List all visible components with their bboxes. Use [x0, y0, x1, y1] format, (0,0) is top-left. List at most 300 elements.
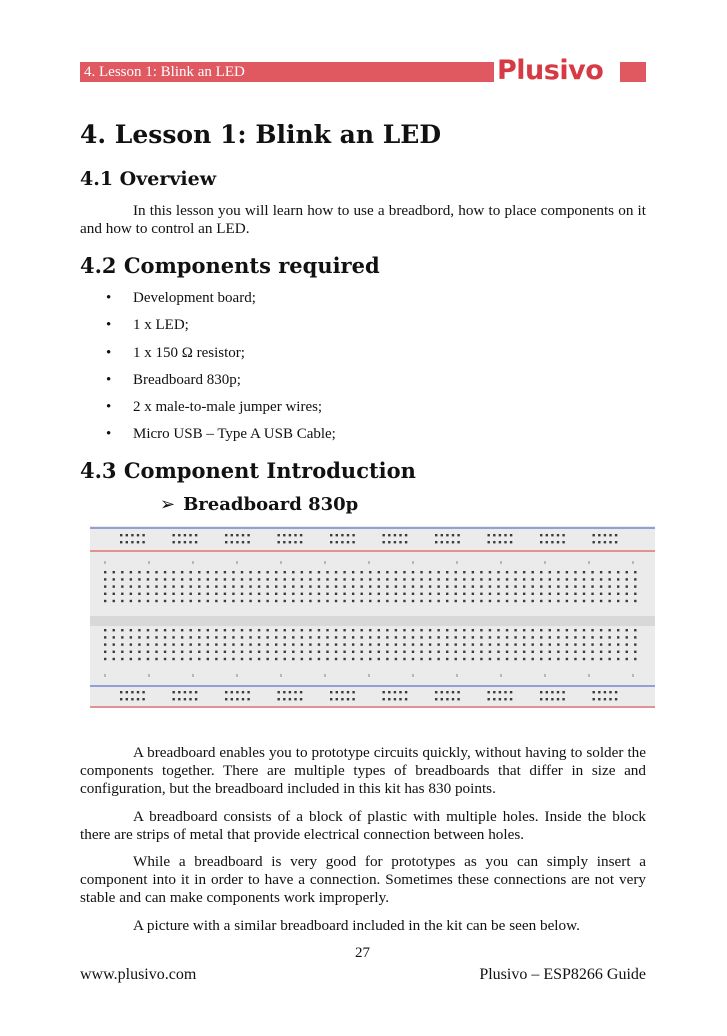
terminal-hole [437, 629, 439, 631]
terminal-hole [489, 571, 491, 573]
terminal-hole [275, 600, 277, 602]
terminal-hole [147, 636, 149, 638]
rail-hole [493, 541, 495, 543]
terminal-hole [190, 571, 192, 573]
terminal-hole [626, 629, 628, 631]
terminal-hole [378, 658, 380, 660]
terminal-hole [395, 593, 397, 595]
terminal-hole [378, 651, 380, 653]
terminal-hole [318, 571, 320, 573]
terminal-hole [190, 658, 192, 660]
terminal-hole [275, 658, 277, 660]
terminal-hole [284, 571, 286, 573]
terminal-hole [343, 651, 345, 653]
terminal-hole [463, 593, 465, 595]
terminal-hole [113, 578, 115, 580]
column-marker [588, 561, 590, 564]
terminal-hole [215, 658, 217, 660]
terminal-hole [224, 636, 226, 638]
rail-hole [236, 534, 238, 536]
rail-hole [336, 534, 338, 536]
rail-hole [131, 534, 133, 536]
terminal-hole [292, 636, 294, 638]
rail-hole [457, 691, 459, 693]
rail-hole [247, 698, 249, 700]
rail-hole [195, 698, 197, 700]
terminal-hole [249, 658, 251, 660]
terminal-hole [506, 651, 508, 653]
terminal-hole [600, 629, 602, 631]
terminal-hole [232, 585, 234, 587]
rail-hole [488, 691, 490, 693]
terminal-hole [600, 585, 602, 587]
rail-hole [399, 534, 401, 536]
terminal-hole [523, 651, 525, 653]
terminal-hole [523, 593, 525, 595]
terminal-hole [326, 658, 328, 660]
terminal-hole [617, 593, 619, 595]
terminal-hole [378, 600, 380, 602]
rail-hole [330, 534, 332, 536]
rail-hole [615, 691, 617, 693]
terminal-hole [446, 629, 448, 631]
terminal-hole [138, 651, 140, 653]
terminal-hole [292, 578, 294, 580]
terminal-hole [215, 578, 217, 580]
rail-hole [615, 698, 617, 700]
rail-hole [562, 534, 564, 536]
rail-hole [247, 691, 249, 693]
terminal-hole [420, 571, 422, 573]
terminal-hole [241, 651, 243, 653]
terminal-hole [420, 636, 422, 638]
terminal-hole [429, 651, 431, 653]
terminal-hole [207, 651, 209, 653]
terminal-hole [275, 571, 277, 573]
terminal-hole [164, 658, 166, 660]
terminal-hole [480, 658, 482, 660]
rail-hole [341, 534, 343, 536]
terminal-hole [104, 593, 106, 595]
terminal-hole [335, 643, 337, 645]
terminal-hole [232, 593, 234, 595]
terminal-hole [455, 629, 457, 631]
terminal-hole [309, 571, 311, 573]
terminal-hole [557, 636, 559, 638]
column-marker [500, 561, 502, 564]
terminal-hole [326, 578, 328, 580]
terminal-hole [549, 629, 551, 631]
terminal-hole [463, 658, 465, 660]
terminal-hole [275, 585, 277, 587]
rail-hole [598, 534, 600, 536]
terminal-hole [318, 658, 320, 660]
rail-hole [137, 534, 139, 536]
rail-hole [294, 698, 296, 700]
rail-hole [142, 534, 144, 536]
terminal-hole [532, 643, 534, 645]
rail-hole [231, 691, 233, 693]
terminal-hole [463, 585, 465, 587]
rail-hole [120, 698, 122, 700]
terminal-hole [113, 651, 115, 653]
terminal-hole [514, 629, 516, 631]
terminal-hole [104, 585, 106, 587]
terminal-hole [480, 593, 482, 595]
terminal-hole [343, 585, 345, 587]
terminal-hole [198, 651, 200, 653]
rail-hole [604, 691, 606, 693]
terminal-hole [284, 600, 286, 602]
overview-paragraph: In this lesson you will learn how to use a breadbord, how to place components on it and how to control an LED. [80, 202, 646, 237]
terminal-hole [489, 629, 491, 631]
terminal-hole [378, 571, 380, 573]
rail-hole [504, 534, 506, 536]
terminal-hole [361, 636, 363, 638]
terminal-hole [566, 585, 568, 587]
terminal-hole [583, 571, 585, 573]
terminal-hole [489, 600, 491, 602]
terminal-hole [617, 629, 619, 631]
terminal-hole [583, 658, 585, 660]
rail-hole [347, 698, 349, 700]
rail-hole [383, 541, 385, 543]
terminal-hole [232, 643, 234, 645]
terminal-hole [215, 593, 217, 595]
terminal-hole [574, 578, 576, 580]
terminal-hole [395, 643, 397, 645]
rail-hole [540, 698, 542, 700]
terminal-hole [429, 658, 431, 660]
terminal-hole [147, 585, 149, 587]
column-marker [412, 561, 414, 564]
rail-hole [615, 534, 617, 536]
terminal-hole [506, 658, 508, 660]
terminal-hole [420, 651, 422, 653]
rail-hole [394, 534, 396, 536]
terminal-hole [147, 593, 149, 595]
terminal-hole [514, 600, 516, 602]
terminal-hole [566, 636, 568, 638]
terminal-hole [335, 600, 337, 602]
terminal-hole [258, 636, 260, 638]
terminal-hole [172, 578, 174, 580]
terminal-hole [497, 636, 499, 638]
rail-hole [173, 698, 175, 700]
terminal-hole [549, 593, 551, 595]
terminal-hole [437, 600, 439, 602]
terminal-hole [583, 600, 585, 602]
terminal-hole [472, 643, 474, 645]
terminal-hole [121, 571, 123, 573]
terminal-hole [395, 636, 397, 638]
terminal-hole [378, 578, 380, 580]
rail-hole [510, 541, 512, 543]
terminal-hole [497, 593, 499, 595]
rail-hole [615, 541, 617, 543]
terminal-hole [437, 651, 439, 653]
intro-paragraph-2: A breadboard consists of a block of plastic with multiple holes. Inside the block there are strips of metal that provide electrical connection between holes. [80, 808, 646, 843]
terminal-hole [566, 629, 568, 631]
terminal-hole [463, 643, 465, 645]
terminal-hole [301, 636, 303, 638]
rail-hole [399, 541, 401, 543]
terminal-hole [369, 571, 371, 573]
rail-hole [189, 541, 191, 543]
terminal-hole [489, 651, 491, 653]
terminal-hole [309, 651, 311, 653]
rail-hole [300, 541, 302, 543]
rail-hole [131, 541, 133, 543]
terminal-hole [591, 629, 593, 631]
terminal-hole [369, 643, 371, 645]
terminal-hole [258, 571, 260, 573]
terminal-hole [429, 636, 431, 638]
terminal-hole [352, 658, 354, 660]
terminal-hole [343, 636, 345, 638]
terminal-hole [549, 578, 551, 580]
terminal-hole [378, 593, 380, 595]
terminal-hole [155, 643, 157, 645]
column-marker [456, 674, 458, 677]
terminal-hole [181, 585, 183, 587]
rail-hole [499, 534, 501, 536]
terminal-hole [284, 658, 286, 660]
rail-hole [488, 534, 490, 536]
rail-hole [126, 698, 128, 700]
terminal-hole [352, 643, 354, 645]
terminal-hole [540, 585, 542, 587]
terminal-hole [232, 571, 234, 573]
rail-hole [225, 534, 227, 536]
column-marker [368, 561, 370, 564]
terminal-hole [266, 600, 268, 602]
terminal-hole [258, 651, 260, 653]
rail-hole [457, 541, 459, 543]
terminal-hole [557, 651, 559, 653]
column-marker [236, 561, 238, 564]
terminal-hole [309, 658, 311, 660]
column-marker [324, 674, 326, 677]
terminal-hole [574, 651, 576, 653]
terminal-hole [412, 629, 414, 631]
terminal-hole [198, 593, 200, 595]
terminal-hole [352, 629, 354, 631]
terminal-hole [455, 578, 457, 580]
rail-hole [178, 691, 180, 693]
terminal-hole [386, 593, 388, 595]
terminal-hole [343, 629, 345, 631]
terminal-hole [292, 600, 294, 602]
list-item: • 1 x LED; [106, 317, 189, 334]
terminal-hole [249, 585, 251, 587]
rail-hole [504, 541, 506, 543]
terminal-hole [463, 600, 465, 602]
terminal-hole [608, 643, 610, 645]
terminal-hole [343, 643, 345, 645]
terminal-hole [591, 658, 593, 660]
column-marker [544, 561, 546, 564]
terminal-hole [232, 651, 234, 653]
terminal-hole [480, 578, 482, 580]
rail-hole [189, 698, 191, 700]
column-marker [280, 674, 282, 677]
terminal-hole [215, 629, 217, 631]
terminal-hole [489, 593, 491, 595]
terminal-hole [164, 629, 166, 631]
terminal-hole [130, 578, 132, 580]
terminal-hole [164, 571, 166, 573]
terminal-hole [386, 571, 388, 573]
terminal-hole [284, 636, 286, 638]
terminal-hole [497, 643, 499, 645]
rail-hole [242, 534, 244, 536]
terminal-hole [532, 585, 534, 587]
terminal-hole [532, 658, 534, 660]
terminal-hole [608, 658, 610, 660]
terminal-hole [506, 585, 508, 587]
terminal-hole [540, 658, 542, 660]
terminal-hole [292, 643, 294, 645]
terminal-hole [395, 629, 397, 631]
terminal-hole [343, 593, 345, 595]
rail-hole [294, 691, 296, 693]
terminal-hole [566, 578, 568, 580]
rail-hole [399, 698, 401, 700]
terminal-hole [224, 585, 226, 587]
terminal-hole [403, 643, 405, 645]
terminal-hole [361, 585, 363, 587]
terminal-hole [301, 578, 303, 580]
intro-paragraph-4: A picture with a similar breadboard included in the kit can be seen below. [133, 917, 580, 934]
terminal-hole [172, 629, 174, 631]
terminal-hole [164, 593, 166, 595]
rail-hole [540, 691, 542, 693]
terminal-hole [318, 593, 320, 595]
terminal-hole [352, 593, 354, 595]
terminal-hole [275, 578, 277, 580]
rail-hole [546, 691, 548, 693]
rail-hole [195, 534, 197, 536]
terminal-hole [241, 600, 243, 602]
terminal-hole [429, 578, 431, 580]
terminal-hole [626, 651, 628, 653]
terminal-hole [455, 651, 457, 653]
terminal-hole [600, 643, 602, 645]
terminal-hole [249, 636, 251, 638]
terminal-hole [626, 600, 628, 602]
terminal-hole [386, 636, 388, 638]
terminal-hole [249, 600, 251, 602]
rail-hole [388, 534, 390, 536]
terminal-hole [181, 593, 183, 595]
terminal-hole [147, 629, 149, 631]
terminal-hole [489, 658, 491, 660]
terminal-hole [130, 571, 132, 573]
terminal-hole [164, 643, 166, 645]
terminal-hole [600, 593, 602, 595]
rail-hole [347, 691, 349, 693]
subheading-breadboard: ➢ Breadboard 830p [160, 494, 359, 515]
terminal-hole [591, 578, 593, 580]
terminal-hole [540, 578, 542, 580]
terminal-hole [147, 643, 149, 645]
terminal-hole [506, 636, 508, 638]
terminal-hole [352, 585, 354, 587]
rail-hole [435, 534, 437, 536]
terminal-hole [309, 578, 311, 580]
terminal-hole [480, 643, 482, 645]
terminal-hole [514, 571, 516, 573]
terminal-hole [540, 593, 542, 595]
logo-accent-block [620, 62, 646, 82]
terminal-hole [258, 658, 260, 660]
terminal-hole [232, 600, 234, 602]
terminal-hole [608, 578, 610, 580]
terminal-hole [138, 585, 140, 587]
intro-paragraph-1: A breadboard enables you to prototype circuits quickly, without having to solder the components together. There are multiple types of breadboards that differ in size and configuration, but the breadboard included in this kit has 830 points. [80, 744, 646, 797]
terminal-hole [429, 585, 431, 587]
terminal-hole [249, 578, 251, 580]
terminal-hole [335, 658, 337, 660]
terminal-hole [369, 658, 371, 660]
terminal-hole [634, 593, 636, 595]
terminal-hole [326, 593, 328, 595]
rail-hole [546, 534, 548, 536]
terminal-hole [626, 643, 628, 645]
terminal-hole [412, 658, 414, 660]
terminal-hole [480, 636, 482, 638]
page-number: 27 [355, 945, 370, 961]
terminal-hole [514, 658, 516, 660]
running-header: 4. Lesson 1: Blink an LED [80, 62, 494, 82]
terminal-hole [104, 643, 106, 645]
rail-hole [604, 534, 606, 536]
terminal-hole [198, 658, 200, 660]
rail-hole [283, 691, 285, 693]
terminal-hole [566, 658, 568, 660]
rail-hole [231, 534, 233, 536]
terminal-hole [412, 636, 414, 638]
terminal-hole [301, 658, 303, 660]
terminal-hole [104, 636, 106, 638]
terminal-hole [403, 658, 405, 660]
terminal-hole [292, 585, 294, 587]
rail-hole [242, 541, 244, 543]
terminal-hole [514, 636, 516, 638]
rail-hole [604, 541, 606, 543]
terminal-hole [540, 629, 542, 631]
rail-hole [195, 691, 197, 693]
terminal-hole [241, 578, 243, 580]
terminal-hole [275, 643, 277, 645]
rail-hole [435, 698, 437, 700]
terminal-hole [155, 651, 157, 653]
terminal-hole [113, 593, 115, 595]
terminal-hole [514, 578, 516, 580]
rail-hole [236, 541, 238, 543]
terminal-hole [258, 593, 260, 595]
terminal-hole [437, 571, 439, 573]
terminal-hole [155, 585, 157, 587]
components-list [80, 288, 336, 452]
terminal-hole [540, 600, 542, 602]
rail-hole [551, 691, 553, 693]
terminal-hole [378, 629, 380, 631]
rail-hole [435, 541, 437, 543]
terminal-hole [292, 629, 294, 631]
terminal-hole [224, 600, 226, 602]
